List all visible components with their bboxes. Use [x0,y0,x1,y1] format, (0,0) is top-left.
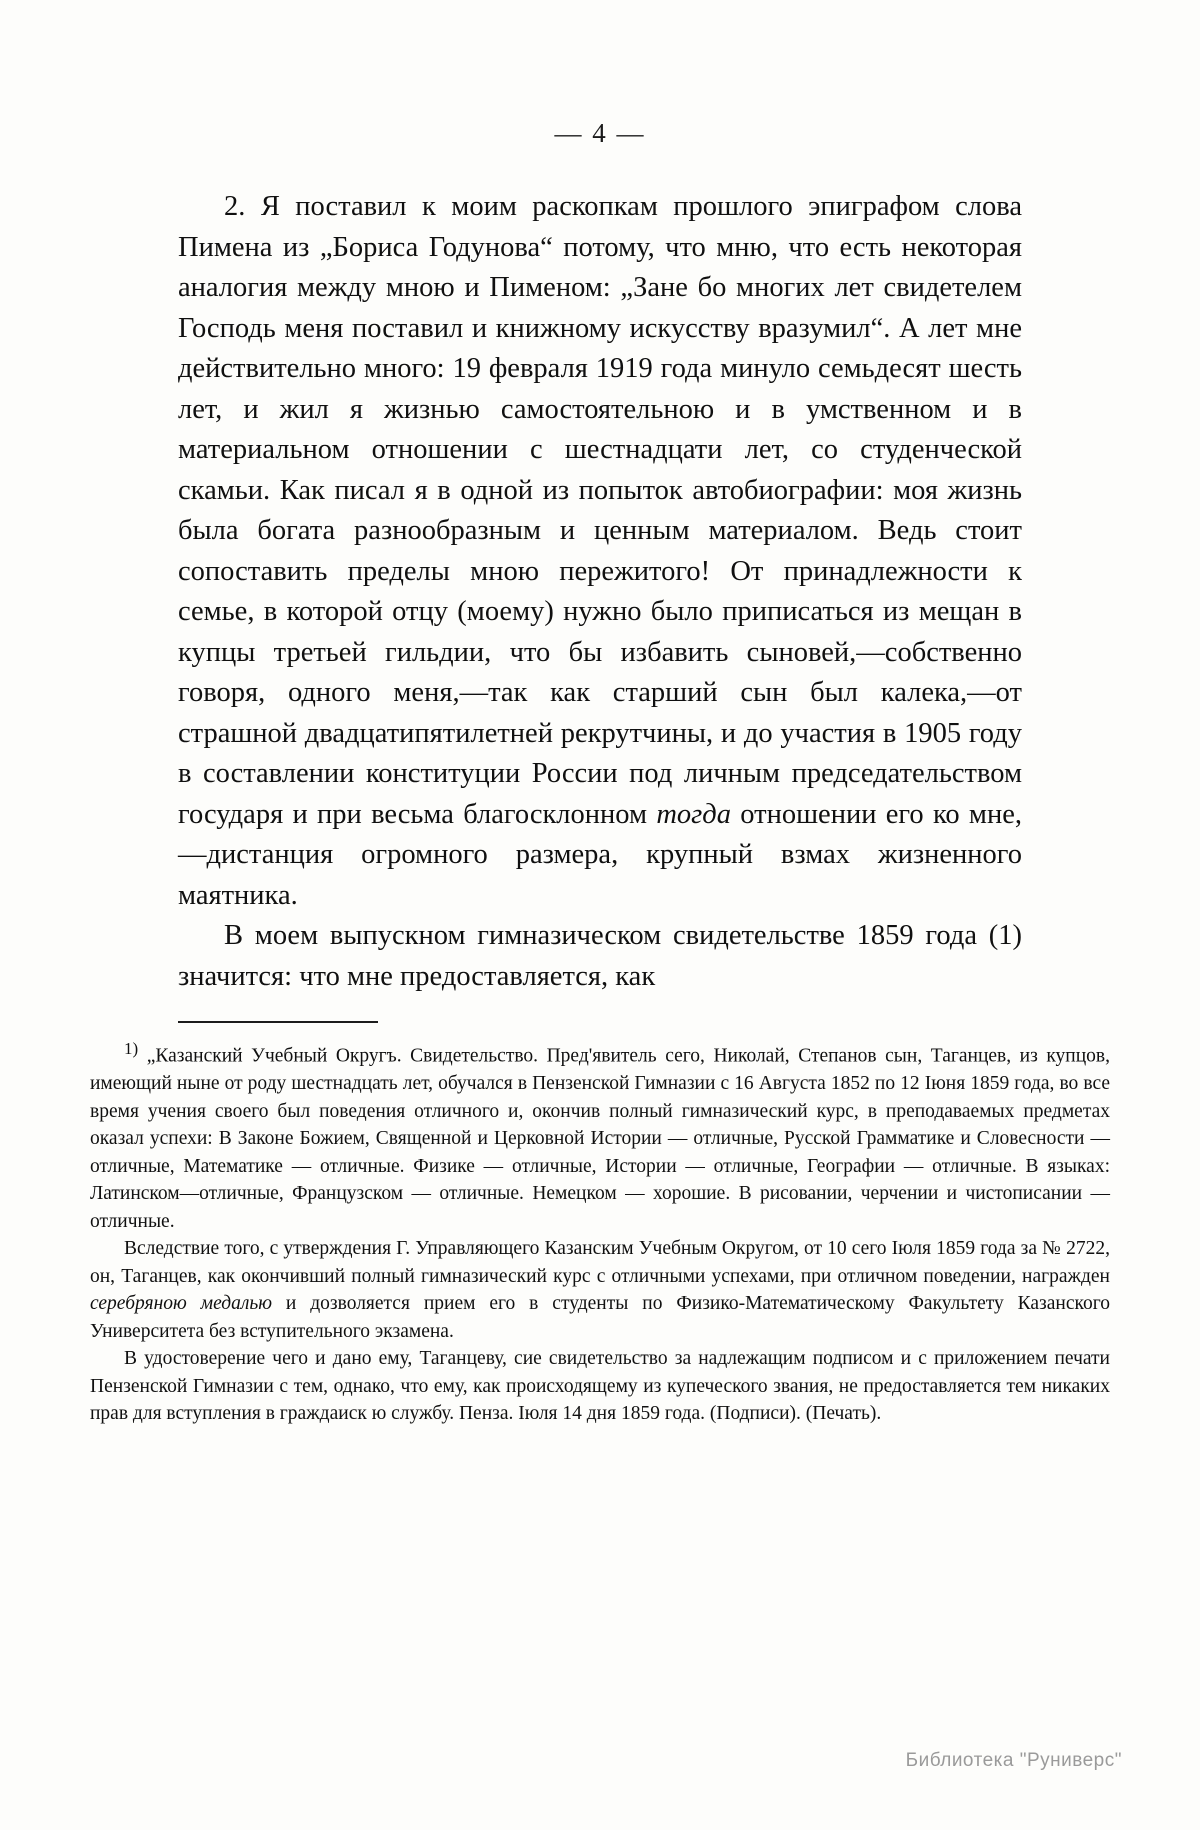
footnote-block-1 [90,1035,1110,1235]
paragraph-1-tail: отношении его ко мне,—дистанция огромного размера, крупный взмах жизненного маятника. [178,798,1022,911]
footnote-divider [178,1021,378,1023]
footnotes-section [90,1035,1110,1428]
footnote-block-2 [90,1235,1110,1345]
library-watermark: Библиотека "Руниверс" [905,1750,1122,1771]
footnote-block-1-text: „Казанский Учебный Округъ. Свидетельство. Пред'явитель сего, Николай, Степанов сын, Таганцев, из купцов, имеющий ныне от роду шестнадцать лет, обучался в Пензенской Гимназии с 16 Августа 1852 по 12 Іюня 1859 года, во все время учения своего был поведения отличного и, окончив полный гимназический курс, в преподаваемых предметах оказал успехи: В Законе Божием, Священной и Церковной Истории — отличные, Русской Грамматике и Словесности — отличные, Математике — отличные. Физике — отличные, Истории — отличные, Географии — отличные. В языках: Латинском—отличные, Французском — отличные. Немецком — хорошие. В рисовании, черчении и чистописании — отличные. [90,1045,1110,1232]
paragraph-1 [178,187,1022,916]
footnote-block-2-text: Вследствие того, с утверждения Г. Управляющего Казанским Учебным Округом, от 10 сего Іюля 1859 года за № 2722, он, Таганцев, как окончивший полный гимназический курс с отличными успехами, при отличном поведении, награжден [90,1238,1110,1287]
footnote-block-3: В удостоверение чего и дано ему, Таганцеву, сие свидетельство за надлежащим подписом и с приложением печати Пензенской Гимназии с тем, однако, что ему, как происходящему из купеческого звания, не предоставляется тем никаких прав для вступления в граждаиск ю службу. Пенза. Іюля 14 дня 1859 года. (Подписи). (Печать). [90,1348,1110,1424]
paragraph-2: В моем выпускном гимназическом свидетельстве 1859 года (1) значится: что мне предоставляется, как [178,920,1022,992]
footnote-block-2-tail: и дозволяется прием его в студенты по Физико-Математическому Факультету Казанского Университета без вступительного экзамена. [90,1293,1110,1342]
footnote-block-2-italic: серебряною медалью [90,1293,272,1314]
paragraph-1-text: 2. Я поставил к моим раскопкам прошлого эпиграфом слова Пимена из „Бориса Годунова“ потому, что мню, что есть некоторая аналогия между мною и Пименом: „Зане бо многих лет свидетелем Господь меня поставил и книжному искусству вразумил“. А лет мне действительно много: 19 февраля 1919 года минуло семьдесят шесть лет, и жил я жизнью самостоятельною и в умственном и в материальном отношении с шестнадцати лет, со студенческой скамьи. Как писал я в одной из попыток автобиографии: моя жизнь была богата разнообразным и ценным материалом. Ведь стоит сопоставить пределы мною пережитого! От принадлежности к семье, в которой отцу (моему) нужно было приписаться из мещан в купцы третьей гильдии, что бы избавить сыновей,—собственно говоря, одного меня,—так как старший сын был калека,—от страшной двадцатипятилетней рекрутчины, и до участия в 1905 году в составлении конституции России под личным председательством государя и при весьма благосклонном [178,191,1022,830]
main-body-text [178,187,1022,997]
footnote-marker: 1) [124,1039,139,1058]
page-number: — 4 — [554,118,646,148]
paragraph-1-italic-word: тогда [656,798,731,830]
